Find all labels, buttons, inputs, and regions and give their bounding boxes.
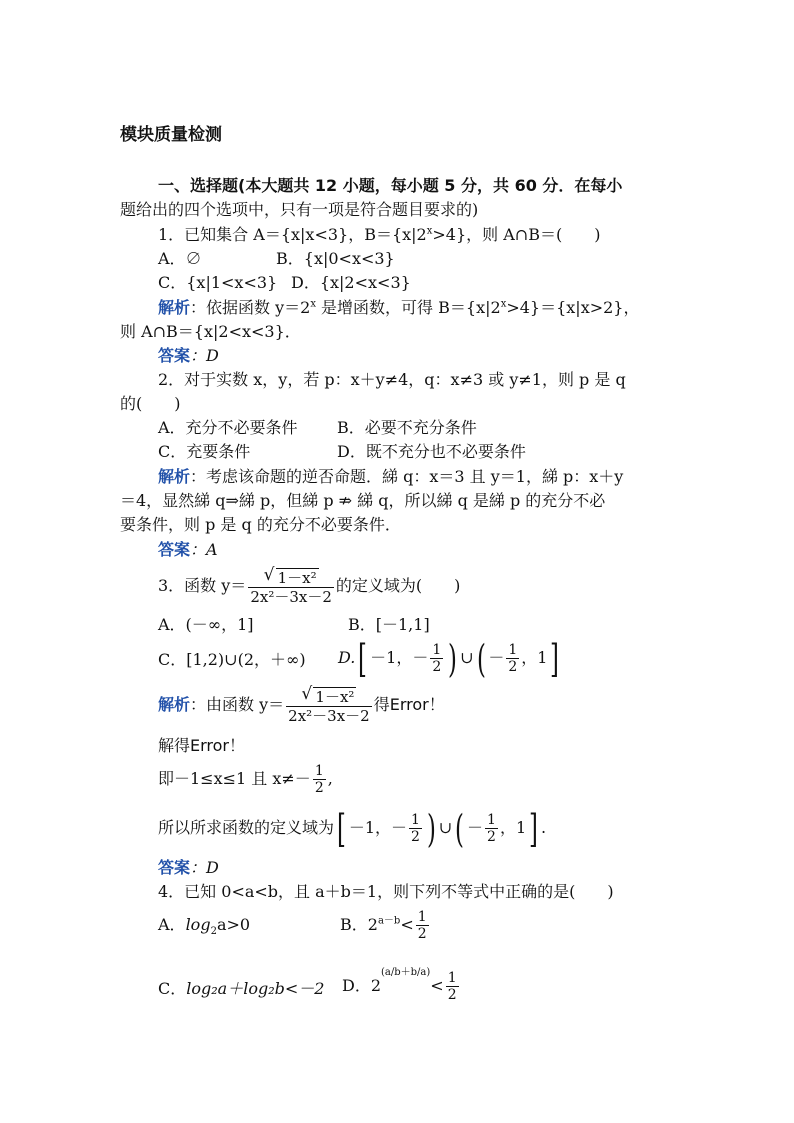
q3-analysis-4-pre: 所以所求函数的定义域为 (158, 818, 335, 837)
q2-analysis-line3: 要条件，则 p 是 q 的充分不必要条件． (120, 515, 401, 534)
q1-analysis-1sup2: x (500, 298, 507, 310)
bracket-left: [ (358, 636, 368, 681)
q3-analysis-3-frac-num: 1 (314, 763, 324, 779)
q3-stem-fraction (248, 568, 334, 606)
q2-answer-value: ：A (190, 540, 218, 559)
q4-option-d-pre: D．2 (342, 976, 382, 995)
q3-analysis-denominator: 2x²－3x－2 (288, 706, 370, 725)
q3-option-d-frac1 (430, 642, 443, 675)
q1-stem-pre: 1．已知集合 A＝{x|x<3}，B＝{x|2 (158, 225, 427, 244)
q3-analysis-pre: ：由函数 y＝ (190, 695, 285, 714)
q3-analysis-3-post: , (327, 769, 333, 788)
q3-analysis-4-frac1 (409, 812, 422, 845)
q4-option-a-sub: 2 (210, 926, 217, 938)
q2-stem-line2: 的( ) (120, 394, 181, 413)
q3-analysis-numerator: √ 1－x² (313, 687, 356, 706)
q1-analysis-1a: ：依据函数 y＝2 (190, 298, 311, 317)
q3-analysis-fraction (286, 687, 372, 725)
q3-option-d-frac1-den: 2 (432, 659, 442, 675)
q3-analysis-3-frac-den: 2 (314, 780, 324, 796)
q2-stem-line1: 2．对于实数 x，y，若 p：x＋y≠4，q：x≠3 或 y≠1，则 p 是 q (158, 370, 626, 389)
q2-analysis-line1 (158, 466, 623, 488)
q2-option-c: C．充要条件 (158, 442, 251, 461)
q2-option-b: B．必要不充分条件 (337, 418, 477, 437)
q3-option-a: A．(－∞，1] (158, 615, 254, 634)
q4-option-b-pre: B．2 (340, 915, 378, 934)
q3-analysis-line3 (158, 759, 333, 799)
q1-analysis-label: 解析 (158, 298, 191, 317)
page-title: 模块质量检测 (120, 125, 222, 145)
q3-option-d-cup: ∪ (460, 648, 474, 667)
q3-answer-value: ：D (190, 858, 219, 877)
q4-option-d-frac-den: 2 (447, 987, 457, 1003)
section-header (158, 175, 622, 197)
q1-option-b: B．{x|0<x<3} (276, 249, 395, 268)
q1-option-a: A．∅ (158, 249, 202, 268)
q3-analysis-4-frac2-den: 2 (487, 829, 496, 845)
q3-option-d-frac2 (506, 642, 519, 675)
q4-option-b-frac (416, 909, 429, 942)
paren-left: ( (476, 636, 486, 681)
q4-option-b-sup: a－b (377, 915, 401, 927)
q1-analysis-1sup: x (310, 298, 316, 310)
q3-stem-pre: 3．函数 y＝ (158, 576, 247, 595)
q1-stem-post: >4}，则 A∩B＝( ) (432, 225, 601, 244)
q4-option-a-post: a>0 (216, 915, 251, 934)
q3-stem-denominator: 2x²－3x－2 (250, 587, 332, 606)
q3-analysis-4-frac1-num: 1 (411, 812, 420, 828)
q1-analysis-1c: >4}＝{x|x>2}， (506, 298, 640, 317)
q2-option-a: A．充分不必要条件 (158, 418, 298, 437)
q3-option-d-c: ，1 (521, 648, 548, 667)
q3-option-d-frac2-den: 2 (508, 659, 518, 675)
q4-option-b-frac-num: 1 (417, 909, 427, 925)
q1-answer-value: ：D (190, 346, 219, 365)
q1-analysis-line1 (158, 297, 639, 319)
q4-option-c-pre: C． (158, 979, 187, 998)
q2-option-d: D．既不充分也不必要条件 (337, 442, 526, 461)
q4-stem: 4．已知 0<a<b，且 a＋b＝1，则下列不等式中正确的是( ) (158, 882, 614, 901)
q4-option-b-lt: < (400, 915, 414, 934)
q2-answer (158, 539, 218, 561)
q3-analysis-4-c: ，1 (499, 818, 527, 837)
q3-answer (158, 857, 219, 879)
q3-option-d-pre: D. (338, 648, 356, 667)
bracket-right: ] (550, 636, 560, 681)
q3-option-b: B．[－1,1] (348, 615, 430, 634)
q1-analysis-1b: 是增函数，可得 B＝{x|2 (315, 298, 501, 317)
q3-analysis-4-a: －1，－ (348, 818, 408, 837)
q4-option-d-frac (446, 970, 459, 1003)
q4-option-d-sup: (a/b＋b/a) (381, 966, 431, 978)
q3-answer-label: 答案 (158, 858, 191, 877)
section-header-text: 一、选择题(本大题共 12 小题，每小题 5 分，共 60 分．在每小 (158, 176, 623, 195)
paren-right: ) (448, 636, 458, 681)
q4-option-c-body: log₂a＋log₂b<－2 (186, 979, 325, 998)
q3-stem-numerator: √ 1－x² (276, 568, 319, 587)
q3-analysis-4-frac2-num: 1 (487, 812, 496, 828)
q4-option-b-frac-den: 2 (417, 926, 427, 942)
q1-analysis-line2: 则 A∩B＝{x|2<x<3}． (120, 322, 301, 341)
q3-analysis-4-frac2 (485, 812, 498, 845)
bracket-left-2: [ (336, 806, 346, 851)
q3-option-c: C．[1,2)∪(2，＋∞) (158, 650, 306, 669)
q3-analysis-line1 (158, 684, 445, 726)
q1-stem-sup: x (426, 225, 433, 237)
q3-stem-post: 的定义域为( ) (335, 576, 461, 595)
q4-option-a-pre: A． (158, 915, 186, 934)
q3-analysis-4-b: － (467, 818, 484, 837)
q4-option-d (342, 958, 461, 1014)
q4-option-c (158, 978, 324, 1000)
paren-left-2: ( (455, 806, 465, 851)
q4-option-d-frac-num: 1 (447, 970, 457, 986)
q1-answer-label: 答案 (158, 346, 191, 365)
q3-analysis-line2: 解得Error！ (158, 736, 246, 755)
q3-option-d-a: －1，－ (370, 648, 429, 667)
q3-analysis-label: 解析 (158, 695, 191, 714)
q1-option-c: C．{x|1<x<3} (158, 273, 278, 292)
paren-right-2: ) (426, 806, 436, 851)
q1-option-d: D．{x|2<x<3} (291, 273, 411, 292)
q3-analysis-line4 (158, 806, 546, 850)
q3-analysis-4-cup: ∪ (438, 818, 453, 837)
q4-option-b (340, 904, 431, 946)
q2-analysis-label: 解析 (158, 467, 191, 486)
section-header-cont: 题给出的四个选项中，只有一项是符合题目要求的) (120, 200, 479, 219)
q3-analysis-3-frac (313, 763, 326, 796)
q4-option-a-log: log (185, 915, 211, 934)
q3-option-d (338, 636, 562, 680)
q3-option-d-b: － (488, 648, 505, 667)
q3-analysis-post: 得Error！ (373, 695, 445, 714)
q3-option-d-frac2-num: 1 (508, 642, 518, 658)
bracket-right-2: ] (529, 806, 539, 851)
q4-option-d-lt: < (430, 976, 444, 995)
q3-option-d-frac1-num: 1 (432, 642, 442, 658)
q3-analysis-4-post: . (540, 818, 547, 837)
q2-analysis-1: ：考虑该命题的逆否命题．綈 q：x＝3 且 y＝1，綈 p：x＋y (190, 467, 624, 486)
q3-analysis-4-frac1-den: 2 (411, 829, 420, 845)
q3-stem (158, 566, 460, 606)
q2-analysis-line2: ＝4，显然綈 q⇒綈 p，但綈 p ⇏ 綈 q，所以綈 q 是綈 p 的充分不必 (120, 491, 606, 510)
q4-option-a (158, 914, 250, 936)
q1-answer (158, 345, 219, 367)
q2-answer-label: 答案 (158, 540, 191, 559)
q1-stem (158, 224, 600, 246)
q3-analysis-3-pre: 即－1≤x≤1 且 x≠－ (158, 769, 311, 788)
